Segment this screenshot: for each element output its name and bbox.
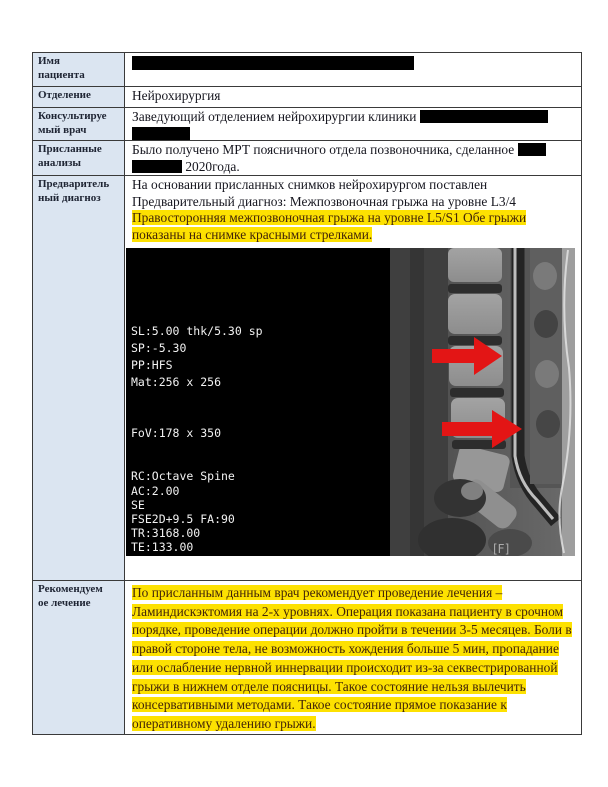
row-label-treatment: [33, 581, 125, 734]
mri-param-line: AC:2.00: [131, 484, 180, 499]
table-row-treatment: [33, 580, 581, 734]
doctor-text: Заведующий отделением нейрохирургии клиники: [132, 109, 420, 124]
mri-param-line: RC:Octave Spine: [131, 469, 235, 484]
doctor-text-line2: [132, 126, 577, 140]
diagnosis-text: На основании присланных снимков нейрохирургом поставлен Предварительный диагноз: Межпозвоночная грыжа на уровне L3/4: [132, 177, 516, 209]
analyses-date: 2020года.: [182, 158, 240, 174]
row-label-line: Предваритель: [38, 178, 110, 190]
table-row-patient-name: [33, 53, 581, 86]
mri-param-line: TE:133.00: [131, 540, 194, 555]
row-label-line: Присланные: [38, 143, 102, 155]
mri-param-line: PP:HFS: [131, 358, 173, 373]
mri-param-line: Mat:256 x 256: [131, 375, 222, 390]
mri-scan-graphic: [126, 248, 575, 556]
redaction-box: [132, 127, 190, 140]
row-label-analyses: [33, 141, 125, 175]
row-label-department: [33, 87, 125, 107]
redaction-box: [132, 56, 414, 70]
row-value-department: [125, 87, 581, 107]
row-label-line: анализы: [38, 156, 81, 169]
mri-param-line: SL:5.00 thk/5.30 sp: [131, 324, 263, 339]
table-row-diagnosis: [33, 175, 581, 580]
analyses-text: Было получено МРТ поясничного отдела позвоночника, сделанное: [132, 142, 518, 157]
table-row-doctor: [33, 107, 581, 140]
redaction-box: [518, 143, 546, 156]
diagnosis-highlighted-text: Правосторонняя межпозвоночная грыжа на уровне L5/S1 Обе грыжи показаны на снимке красными стрелками.: [132, 210, 527, 242]
row-value-analyses: [125, 141, 581, 175]
redaction-box: [132, 160, 182, 173]
row-label-line: Консультируе: [38, 110, 107, 122]
row-label-diagnosis: [33, 176, 125, 580]
row-label-line: пациента: [38, 68, 85, 81]
mri-param-line: FoV:178 x 350: [131, 426, 222, 441]
row-label-patient-name: [33, 53, 125, 86]
mri-param-line: SP:-5.30: [131, 341, 187, 356]
row-label-line: Рекомендуем: [38, 583, 103, 595]
row-value-diagnosis: [125, 176, 581, 580]
department-value: Нейрохирургия: [132, 88, 221, 103]
row-label-line: Имя: [38, 55, 60, 67]
row-label-line: ный диагноз: [38, 191, 101, 204]
mri-param-line: TR:3168.00: [131, 526, 201, 541]
row-label-doctor: [33, 108, 125, 140]
row-value-patient-name: [125, 53, 581, 86]
row-value-treatment: [125, 581, 581, 734]
row-label-line: Отделение: [38, 89, 91, 101]
orientation-label: [F]: [493, 542, 510, 557]
redaction-box: [420, 110, 548, 123]
table-row-analyses: [33, 140, 581, 175]
mri-spine-view: [390, 248, 575, 556]
table-row-department: [33, 86, 581, 107]
row-value-doctor: [125, 108, 581, 140]
treatment-highlighted-text: По присланным данным врач рекомендует проведение лечения – Ламиндискэктомия на 2-х уровнях. Операция показана пациенту в срочном порядке, проведение операции должно пройти в течении 3-5 месяцев. Боли в правой стороне тела, не возможность хождения больше 5 мин, пропадание или ослабление нервной иннервации происходит из-за секвестрированной грыжи в нижнем отделе поясницы. Такое состояние нельзя вылечить консервативными методами. Такое состояние прямое показание к оперативному удалению грыжи.: [132, 585, 572, 731]
row-label-line: ое лечение: [38, 596, 91, 609]
consultation-table: [32, 52, 582, 735]
mri-param-line: SE: [131, 498, 145, 513]
analyses-text-line2: [132, 159, 577, 175]
row-label-line: мый врач: [38, 123, 87, 136]
mri-param-line: FSE2D+9.5 FA:90: [131, 512, 235, 527]
mri-image: [126, 248, 575, 556]
